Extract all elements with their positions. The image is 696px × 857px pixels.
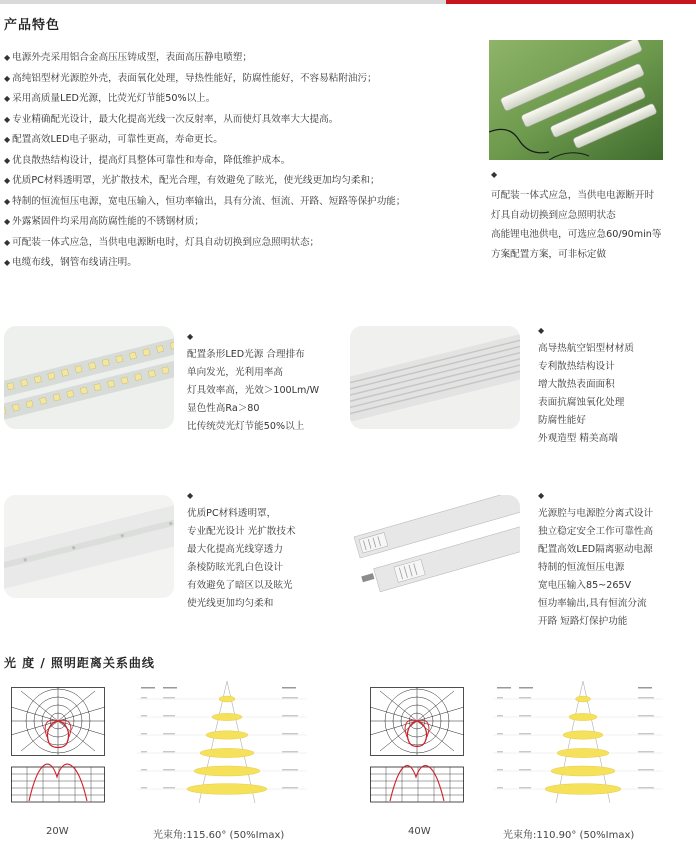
feature-item: ◆ 可配装一体式应急，当供电电源断电时，灯具自动切换到应急照明状态； (4, 236, 320, 248)
feature-item: ◆ 电源外壳采用铝合金高压压铸成型，表面高压静电喷塑； (4, 52, 252, 63)
feature-item: ◆ 优质PC材料透明罩，光扩散技术，配光合理，有效避免了眩光，使光线更加均匀柔和； (4, 175, 380, 186)
feature-item: ◆ 电缆布线，钢管布线请注明。 (4, 257, 137, 268)
beam-angle-40w: 光束角:110.90° (50%Imax) (503, 830, 635, 841)
emergency-note (491, 168, 691, 264)
feature-line: 单向发光，光利用率高 (187, 367, 283, 378)
feature-line: 增大散热表面面积 (538, 379, 615, 390)
bullet-icon: ◆ (538, 326, 545, 335)
bullet-icon: ◆ (491, 170, 498, 179)
illuminance-cone-40w (493, 681, 663, 803)
profile-drawing (350, 326, 520, 429)
feature-line: 光源腔与电源腔分离式设计 (538, 508, 654, 519)
feature-item: ◆ 特制的恒流恒压电源，宽电压输入，恒功率输出，具有分流、恒流、开路、短路等保护功能； (4, 195, 406, 207)
bullet-icon: ◆ (4, 135, 11, 144)
feature-line: 防腐性能好 (538, 415, 586, 426)
section-title-features: 产品特色 (4, 18, 61, 33)
feature-line: 配置高效LED隔离驱动电源 (538, 544, 653, 555)
feature-line: 条棱防眩光乳白色设计 (187, 562, 283, 573)
feature-list (4, 48, 484, 274)
feature-line: 恒功率输出,具有恒流分流 (538, 598, 647, 609)
bullet-icon: ◆ (4, 196, 11, 206)
feature-line: 专业配光设计 光扩散技术 (187, 526, 296, 537)
led-source-image (4, 326, 174, 429)
feature-item: ◆ 采用高质量LED光源，比荧光灯节能50%以上。 (4, 93, 216, 104)
feature-item: ◆ 专业精确配光设计，最大化提高光线一次反射率，从而使灯具效率大大提高。 (4, 113, 339, 125)
feature-block-power-cavity (538, 491, 653, 631)
bullet-icon: ◆ (4, 237, 11, 247)
bullet-icon: ◆ (4, 258, 11, 267)
feature-block-pc-cover (187, 491, 296, 613)
feature-line: 显色性高Ra＞80 (187, 403, 260, 414)
power-cavity-drawing (350, 495, 520, 598)
feature-line: 比传统荧光灯节能50%以上 (187, 421, 305, 432)
feature-line: 表面抗腐蚀氧化处理 (538, 397, 625, 408)
polar-diagram-40w (370, 687, 464, 803)
bullet-icon: ◆ (187, 332, 194, 341)
feature-line: 有效避免了暗区以及眩光 (187, 580, 293, 591)
feature-line: 高导热航空铝型材材质 (538, 343, 634, 354)
product-photo-drawing (489, 40, 663, 160)
feature-line: 配置条形LED光源 合理排布 (187, 349, 305, 360)
feature-line: 特制的恒流恒压电源 (538, 562, 625, 573)
power-label-20w: 20W (46, 826, 69, 837)
polar-diagram-20w (11, 687, 105, 803)
product-photo (489, 40, 663, 160)
feature-line: 使光线更加均匀柔和 (187, 598, 274, 609)
power-label-40w: 40W (408, 826, 431, 837)
feature-item: ◆ 高纯铝型材光源腔外壳，表面氧化处理，导热性能好，防腐性能好，不容易粘附油污； (4, 72, 377, 84)
bullet-icon: ◆ (187, 491, 194, 500)
top-divider (0, 0, 696, 4)
beam-angle-20w: 光束角:115.60° (50%Imax) (153, 830, 285, 841)
note-line: 可配装一体式应急，当供电电源断开时 (491, 190, 655, 201)
feature-line: 独立稳定安全工作可靠性高 (538, 526, 654, 537)
note-line: 高能锂电池供电，可选应急60/90min等 (491, 229, 662, 240)
feature-item: ◆ 配置高效LED电子驱动，可靠性更高，寿命更长。 (4, 134, 223, 145)
bullet-icon: ◆ (4, 53, 11, 62)
polar-diagram-drawing (370, 687, 464, 803)
feature-line: 灯具效率高，光效＞100Lm/W (187, 385, 320, 396)
feature-line: 外观造型 精美高端 (538, 433, 618, 444)
bullet-icon: ◆ (4, 114, 11, 124)
bullet-icon: ◆ (538, 491, 545, 500)
feature-line: 开路 短路灯保护功能 (538, 616, 628, 627)
feature-line: 宽电压输入85~265V (538, 580, 632, 591)
led-strip-drawing (4, 326, 174, 429)
polar-diagram-drawing (11, 687, 105, 803)
bullet-icon: ◆ (4, 217, 11, 226)
feature-block-led (187, 332, 319, 436)
note-line: 方案配置方案，可非标定做 (491, 248, 607, 260)
bullet-icon: ◆ (4, 94, 11, 103)
bullet-icon: ◆ (4, 176, 11, 185)
pc-cover-image (4, 495, 174, 598)
bullet-icon: ◆ (4, 73, 11, 83)
pc-cover-drawing (4, 495, 174, 598)
power-cavity-image (350, 495, 520, 598)
feature-block-aluminium (538, 326, 634, 448)
feature-item: ◆ 优良散热结构设计，提高灯具整体可靠性和寿命，降低维护成本。 (4, 154, 291, 166)
section-title-curves: 光 度 / 照明距离关系曲线 (4, 656, 155, 670)
feature-line: 优质PC材料透明罩， (187, 508, 277, 519)
illuminance-cone-20w (137, 681, 307, 803)
note-line: 灯具自动切换到应急照明状态 (491, 209, 616, 221)
feature-line: 专利散热结构设计 (538, 361, 615, 372)
aluminium-profile-image (350, 326, 520, 429)
bullet-icon: ◆ (4, 155, 11, 165)
feature-item: ◆ 外露紧固件均采用高防腐性能的不锈钢材质； (4, 216, 205, 227)
top-accent-bar (446, 0, 696, 4)
feature-line: 最大化提高光线穿透力 (187, 544, 283, 555)
